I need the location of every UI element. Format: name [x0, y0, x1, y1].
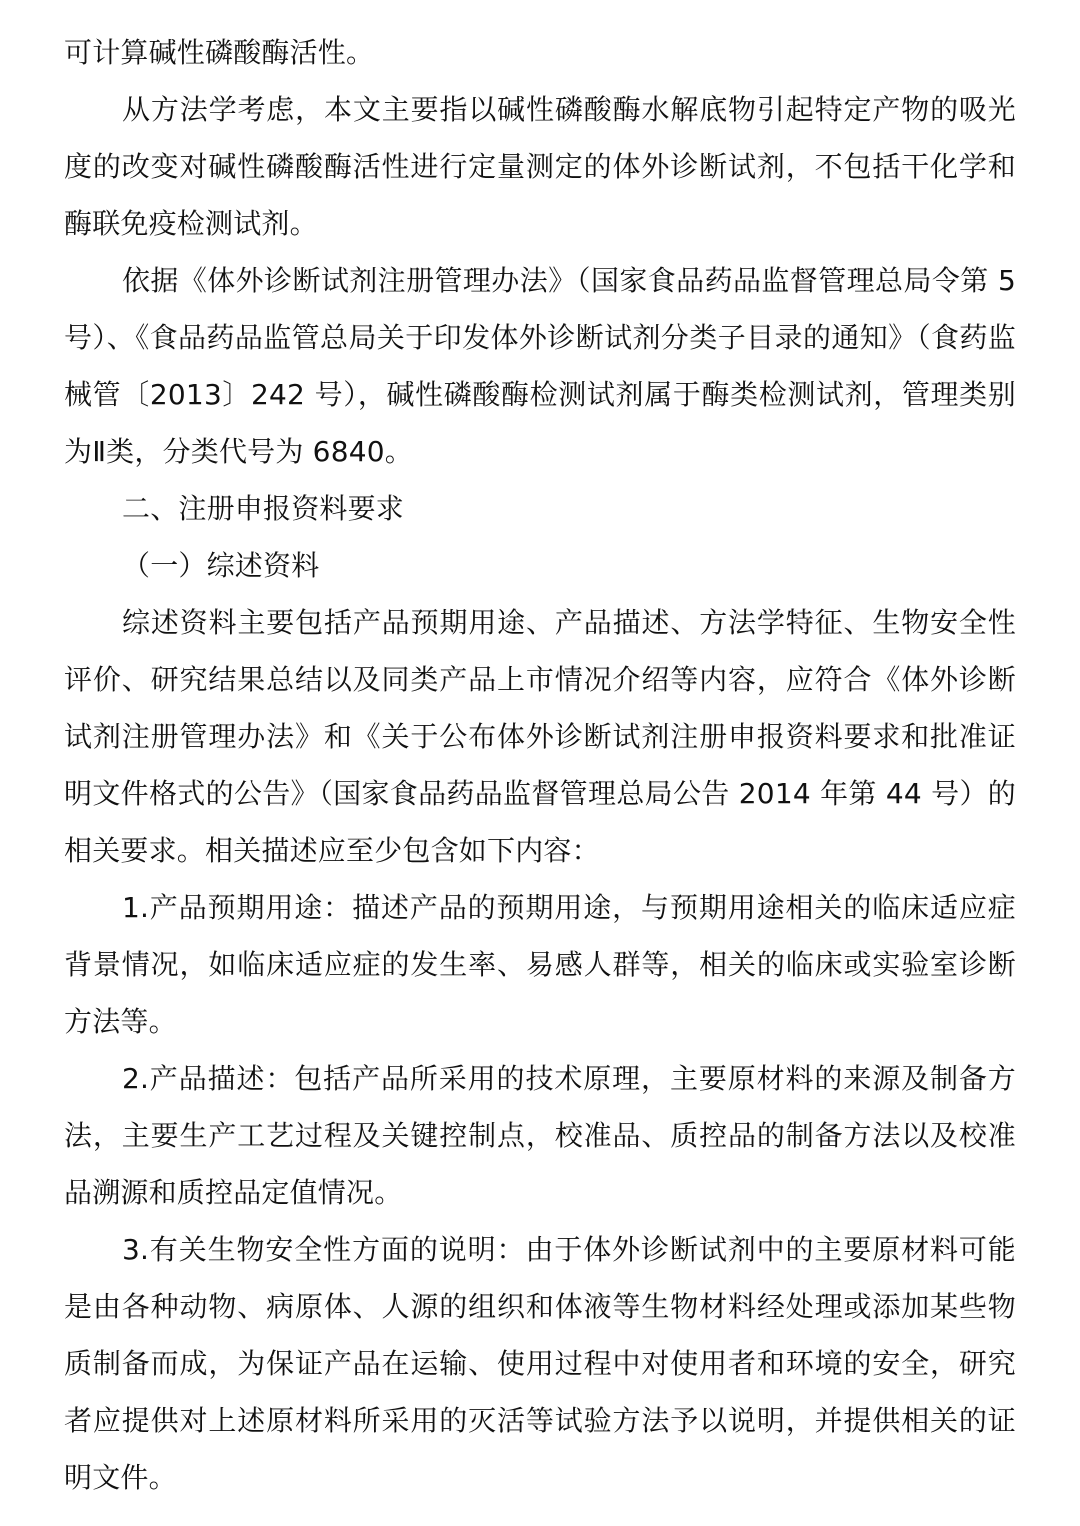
paragraph-continuation: 可计算碱性磷酸酶活性。: [64, 36, 375, 69]
section-heading-registration-requirements: 二、注册申报资料要求: [122, 492, 405, 525]
paragraph-methodology-scope: 从方法学考虑，本文主要指以碱性磷酸酶水解底物引起特定产物的吸光度的改变对碱性磷酸酶活性进行定量测定的体外诊断试剂，不包括干化学和酶联免疫检测试剂。: [64, 93, 1016, 240]
subsection-heading-overview-materials: （一）综述资料: [122, 549, 320, 582]
paragraph-intended-use: 1.产品预期用途：描述产品的预期用途，与预期用途相关的临床适应症背景情况，如临床适应症的发生率、易感人群等，相关的临床或实验室诊断方法等。: [64, 891, 1016, 1038]
paragraph-overview-contents: 综述资料主要包括产品预期用途、产品描述、方法学特征、生物安全性评价、研究结果总结以及同类产品上市情况介绍等内容，应符合《体外诊断试剂注册管理办法》和《关于公布体外诊断试剂注册申报资料要求和批准证明文件格式的公告》（国家食品药品监督管理总局公告 2014 年第 44 号）的相关要求。相关描述应至少包含如下内容：: [64, 606, 1016, 867]
paragraph-product-description: 2.产品描述：包括产品所采用的技术原理，主要原材料的来源及制备方法，主要生产工艺过程及关键控制点，校准品、质控品的制备方法以及校准品溯源和质控品定值情况。: [64, 1062, 1016, 1209]
document-page: [64, 24, 1016, 1506]
paragraph-biosafety: 3.有关生物安全性方面的说明：由于体外诊断试剂中的主要原材料可能是由各种动物、病原体、人源的组织和体液等生物材料经处理或添加某些物质制备而成，为保证产品在运输、使用过程中对使用者和环境的安全，研究者应提供对上述原材料所采用的灭活等试验方法予以说明，并提供相关的证明文件。: [64, 1233, 1016, 1494]
paragraph-regulatory-basis: 依据《体外诊断试剂注册管理办法》（国家食品药品监督管理总局令第 5 号）、《食品药品监管总局关于印发体外诊断试剂分类子目录的通知》（食药监械管〔2013〕242 号），碱性磷酸酶检测试剂属于酶类检测试剂，管理类别为Ⅱ类，分类代号为 6840。: [64, 264, 1016, 468]
